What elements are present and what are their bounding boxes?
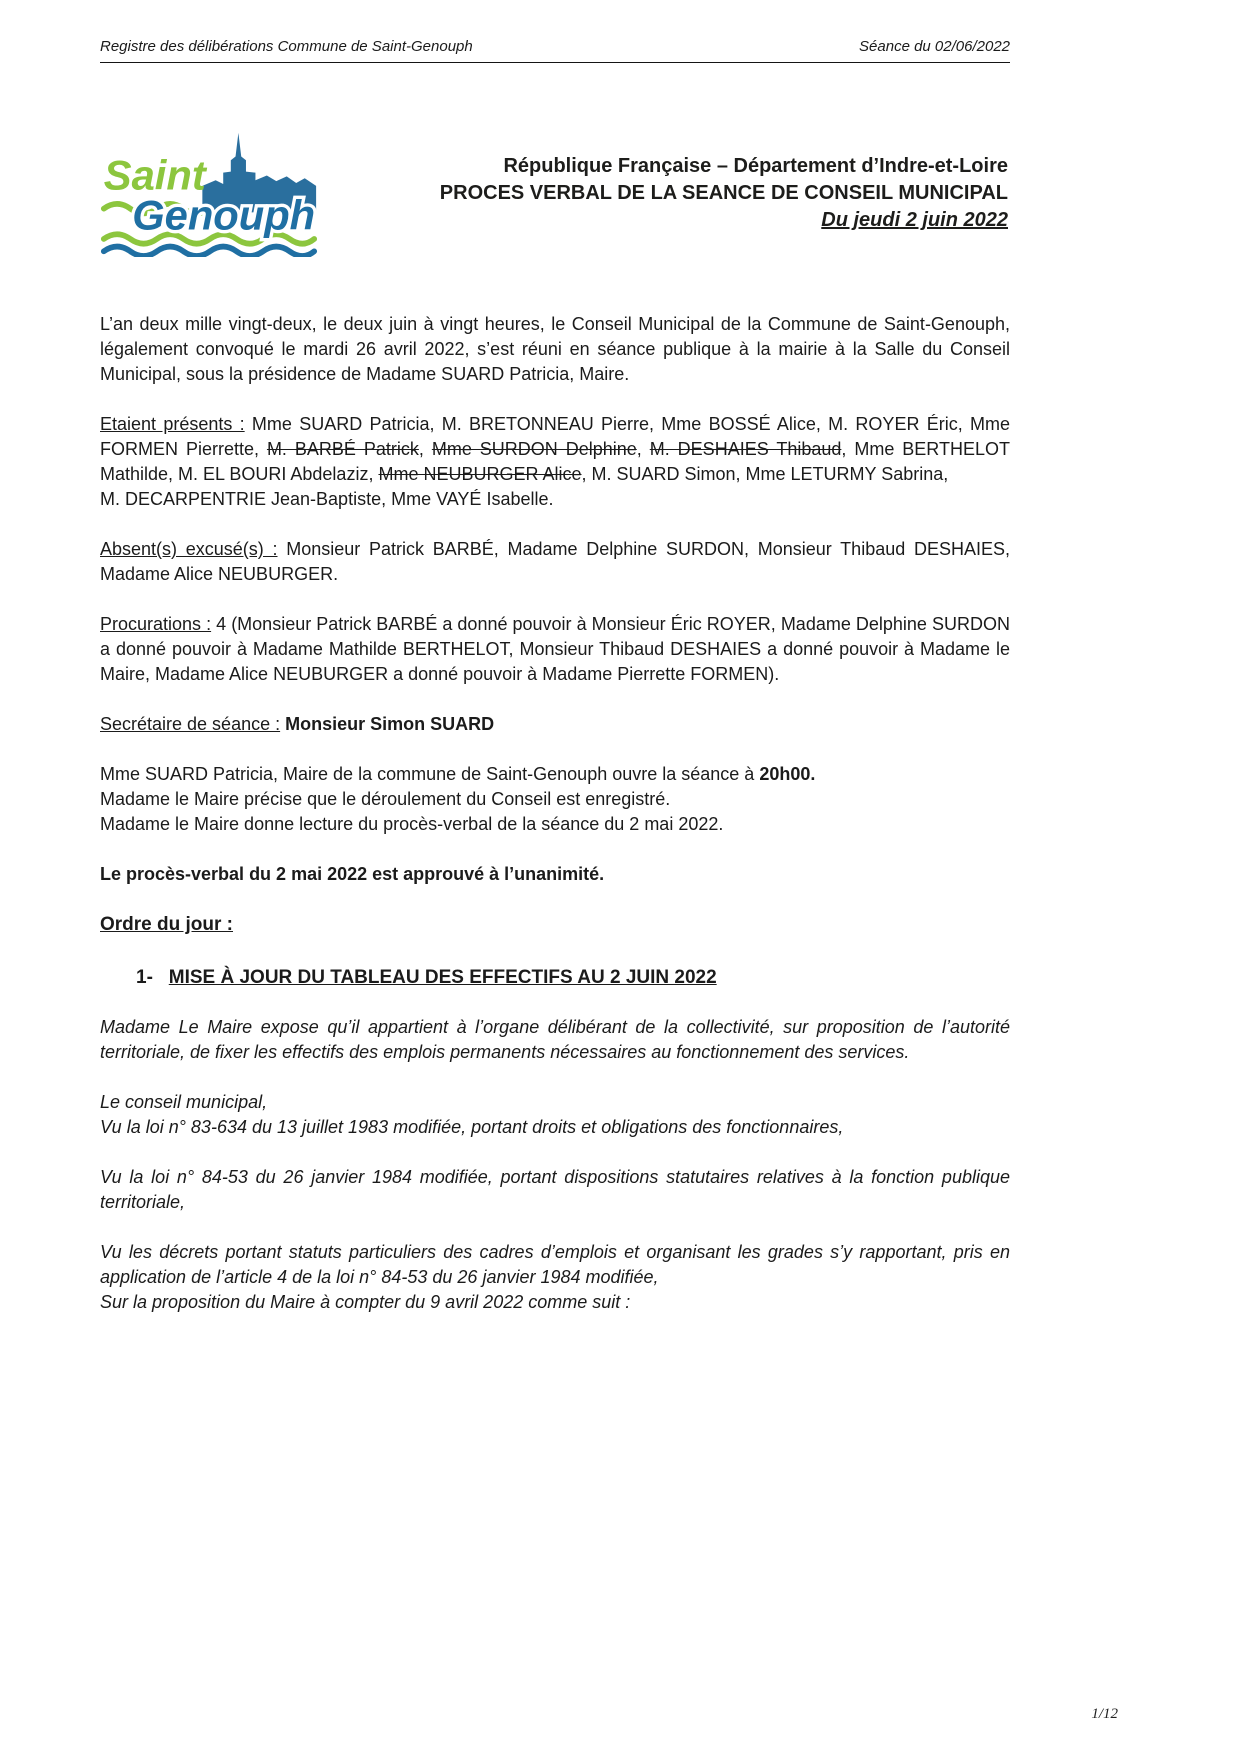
paragraph-presents: Etaient présents : Mme SUARD Patricia, M. BRETONNEAU Pierre, Mme BOSSÉ Alice, M. ROYER Éric, Mme FORMEN Pierrette, M. BARBÉ Patrick, Mme SURDON Delphine, M. DESHAIES Thibaud, Mme BERTHELOT Mathilde, M. EL BOURI Abdelaziz, Mme NEUBURGER Alice, M. SUARD Simon, Mme LETURMY Sabrina, M. DECARPENTRIE Jean-Baptiste, Mme VAYÉ Isabelle. <box>100 414 1010 509</box>
paragraph-conseil-vu1: Le conseil municipal, Vu la loi n° 83-634 du 13 juillet 1983 modifiée, portant droits et obligations des fonctionnaires, <box>100 1092 844 1137</box>
brand-row <box>100 129 1010 262</box>
paragraph-vu2: Vu la loi n° 84-53 du 26 janvier 1984 modifiée, portant dispositions statutaires relatives à la fonction publique territoriale, <box>100 1167 1010 1212</box>
header-register-label: Registre des délibérations Commune de Saint-Genouph <box>100 38 473 55</box>
logo-text-saint: Saint <box>103 151 206 199</box>
saint-genouph-logo <box>100 129 322 262</box>
logo-text-genouph: Genouph <box>132 191 316 239</box>
paragraph-procurations: Procurations : 4 (Monsieur Patrick BARBÉ a donné pouvoir à Monsieur Éric ROYER, Madame Delphine SURDON a donné pouvoir à Madame Mathilde BERTHELOT, Monsieur Thibaud DESHAIES a donné pouvoir à Madame le Maire, Madame Alice NEUBURGER a donné pouvoir à Madame Pierrette FORMEN). <box>100 614 1010 684</box>
title-proces-verbal: PROCES VERBAL DE LA SEANCE DE CONSEIL MUNICIPAL <box>439 182 1008 204</box>
page-number: 1/12 <box>1091 1706 1118 1722</box>
paragraph-opening: L’an deux mille vingt-deux, le deux juin à vingt heures, le Conseil Municipal de la Commune de Saint-Genouph, légalement convoqué le mardi 26 avril 2022, s’est réuni en séance publique à la mairie à la Salle du Conseil Municipal, sous la présidence de Madame SUARD Patricia, Maire. <box>100 314 1010 384</box>
wave-icon <box>104 247 314 256</box>
logo-graphic <box>100 129 318 257</box>
paragraph-absents: Absent(s) excusé(s) : Monsieur Patrick BARBÉ, Madame Delphine SURDON, Monsieur Thibaud DESHAIES, Madame Alice NEUBURGER. <box>100 539 1010 584</box>
paragraph-expose: Madame Le Maire expose qu’il appartient à l’organe délibérant de la collectivité, sur proposition de l’autorité territoriale, de fixer les effectifs des emplois permanents nécessaires au fonctionnement des services. <box>100 1017 1010 1062</box>
title-republique: République Française – Département d’Indre-et-Loire <box>503 155 1008 177</box>
document-title <box>322 129 1010 262</box>
title-seance-date: Du jeudi 2 juin 2022 <box>821 209 1008 231</box>
document-content <box>100 312 1010 1315</box>
paragraph-vu3: Vu les décrets portant statuts particuliers des cadres d’emplois et organisant les grades s’y rapportant, pris en application de l’article 4 de la loi n° 84-53 du 26 janvier 1984 modifiée, Sur la proposition du Maire à compter du 9 avril 2022 comme suit : <box>100 1242 1010 1312</box>
paragraph-secretaire: Secrétaire de séance : Monsieur Simon SUARD <box>100 714 495 734</box>
paragraph-ouverture: Mme SUARD Patricia, Maire de la commune de Saint-Genouph ouvre la séance à 20h00. Madame le Maire précise que le déroulement du Conseil est enregistré. Madame le Maire donne lecture du procès-verbal de la séance du 2 mai 2022. <box>100 764 816 834</box>
heading-ordre-du-jour: Ordre du jour : <box>100 914 233 935</box>
page-header <box>100 38 1010 63</box>
header-session-date: Séance du 02/06/2022 <box>859 38 1010 55</box>
paragraph-approbation: Le procès-verbal du 2 mai 2022 est approuvé à l’unanimité. <box>100 864 605 884</box>
heading-item1: 1- MISE À JOUR DU TABLEAU DES EFFECTIFS AU 2 JUIN 2022 <box>136 967 717 988</box>
